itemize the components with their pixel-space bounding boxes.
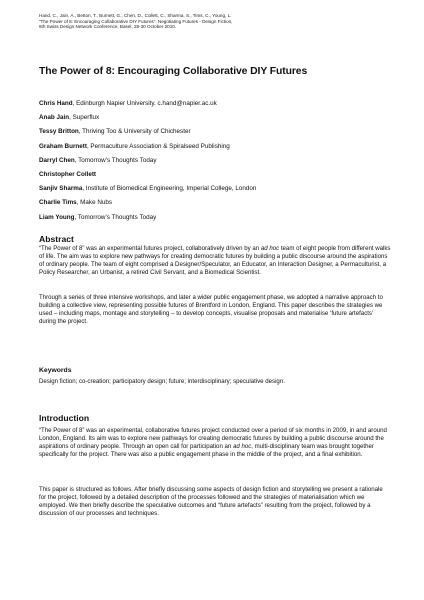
author-row	[39, 168, 399, 182]
author-affiliation: , Permaculture Association & Spiralseed Publishing	[86, 142, 230, 150]
intro-text: , multi-disciplinary team was brought together specifically for the project. There was also a public engagement phase in the middle of the project, and a final exhibition.	[39, 443, 374, 458]
introduction-heading: Introduction	[39, 413, 90, 423]
author-name: Liam Young	[39, 213, 75, 221]
abstract-heading: Abstract	[39, 234, 74, 244]
author-affiliation: , Tomorrow’s Thoughts Today	[74, 156, 157, 164]
author-row	[39, 196, 399, 210]
abstract-paragraph-2: Through a series of three intensive workshops, and later a wider public engagement phase, we adopted a narrative approach to building a collective view, representing possible futures of Brentford in London, England. This paper describes the strategies we used – including maps, montage and storytelling – to develop concepts, visualise proposals and materialise ‘future artefacts’ during the project.	[39, 294, 383, 325]
author-row	[39, 97, 399, 111]
paper-title: The Power of 8: Encouraging Collaborative DIY Futures	[39, 66, 308, 77]
keywords-heading: Keywords	[39, 367, 72, 374]
author-list	[39, 97, 399, 225]
author-row	[39, 182, 399, 196]
intro-text: “The Power of 8” was an experimental, collaborative futures project conducted over a period of six months in 2009, in and around London, England. Its aim was to explore new pathways for creating democratic futures by building a public discourse around the aspirations of ordinary people. Through an open call for participation an	[39, 427, 387, 450]
author-row	[39, 140, 399, 154]
author-name: Sanjiv Sharma	[39, 185, 83, 193]
citation-venue: 6th Swiss Design Network Conference, Basel, 28-30 October 2010.	[39, 24, 177, 30]
abstract-paragraph-1	[39, 245, 391, 277]
author-row	[39, 154, 399, 168]
author-affiliation: , Make Nubs	[76, 199, 113, 207]
author-name: Charlie Tims	[39, 199, 77, 207]
abstract-text: “The Power of 8” was an experimental futures project, collaboratively driven by an	[39, 245, 261, 252]
author-affiliation: , Institute of Biomedical Engineering, Imperial College, London	[82, 185, 257, 193]
citation-authors: Hand, C., Jain, A., Betton, T., Burnett, G., Chen, D., Collett, C., Sharma, S., Tims, C., Young, L.	[39, 13, 232, 18]
author-name: Christopher Collett	[39, 171, 97, 179]
author-affiliation: , Superflux	[69, 114, 100, 122]
citation-title: “The Power of 8: Encouraging Collaborative DIY Futures”. Negotiating Futures - Design Fiction,	[39, 18, 233, 24]
abstract-text: team of eight people from different walks of life. The aim was to explore new pathways for creating democratic futures by building a public discourse around the aspirations of ordinary people. The team of eight comprised a Designer/Speculator, an Educator, an Interaction Designer, a Permaculturist, a Policy Researcher, an Urbanist, a retired Civil Servant, and a Biomedical Scientist.	[39, 245, 391, 276]
author-affiliation: , Thriving Too & University of Chichester	[78, 128, 191, 136]
author-affiliation: , Edinburgh Napier University. c.hand@napier.ac.uk	[72, 100, 217, 107]
abstract-emphasis: ad hoc	[260, 245, 280, 252]
author-name: Tessy Britton	[39, 128, 79, 136]
intro-emphasis: ad hoc	[233, 443, 252, 450]
introduction-paragraph-2: This paper is structured as follows. After briefly discussing some aspects of design fiction and storytelling we present a rationale for the project, followed by a detailed description of the processes followed and the strategies of materialisation which we employed. We then briefly describe the speculative outcomes and “future artefacts” resulting from the project, followed by a discussion of our processes and techniques.	[39, 486, 383, 517]
author-row	[39, 111, 399, 125]
introduction-paragraph-1	[39, 427, 391, 459]
author-name: Anab Jain	[39, 114, 70, 122]
author-row	[39, 211, 399, 225]
author-affiliation: , Tomorrow’s Thoughts Today	[74, 213, 157, 221]
author-name: Graham Burnett	[39, 142, 87, 150]
author-name: Darryl Chen	[39, 156, 75, 164]
keywords-text: Design fiction; co-creation; participatory design; future; interdisciplinary; speculative design.	[39, 378, 285, 385]
citation-header	[39, 13, 399, 30]
author-name: Chris Hand	[39, 100, 73, 107]
author-row	[39, 125, 399, 139]
